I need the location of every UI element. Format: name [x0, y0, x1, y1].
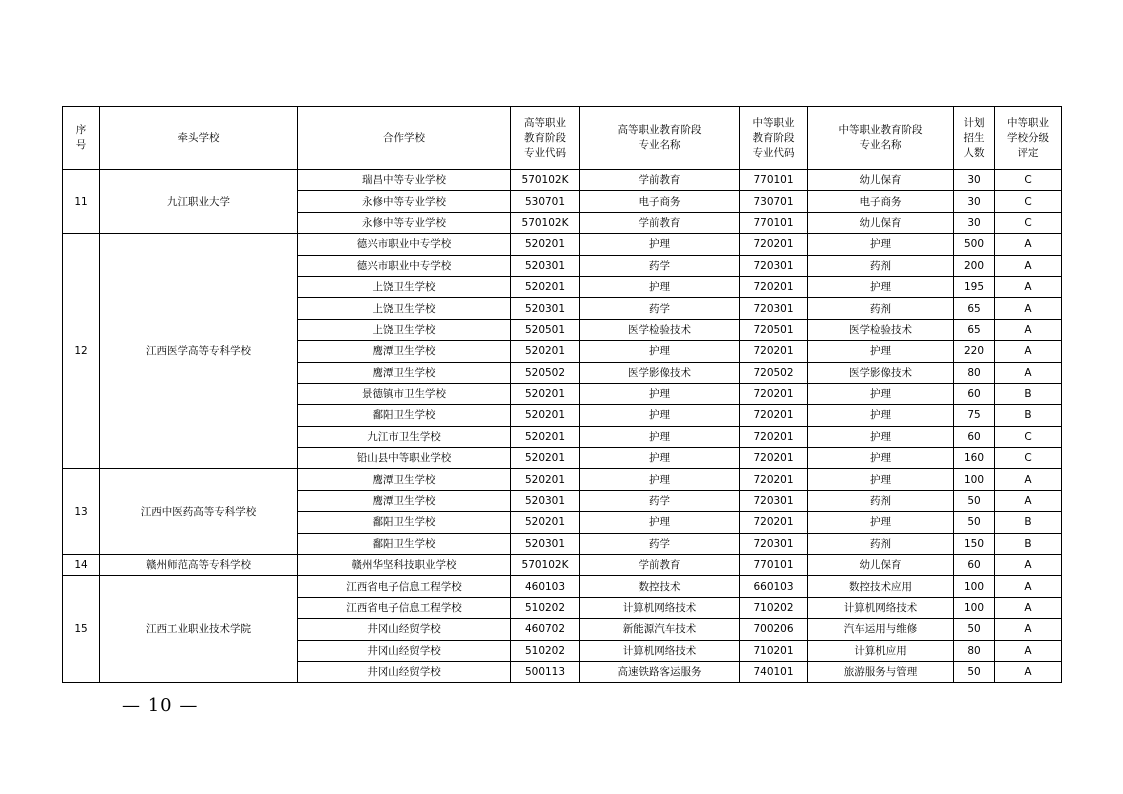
- partner-school-cell: 铅山县中等职业学校: [298, 448, 511, 469]
- secondary-name-cell: 护理: [808, 405, 954, 426]
- partner-school-cell: 九江市卫生学校: [298, 426, 511, 447]
- secondary-code-cell: 720201: [740, 469, 808, 490]
- secondary-code-cell: 770101: [740, 555, 808, 576]
- higher-name-cell: 护理: [580, 234, 740, 255]
- secondary-name-cell: 计算机应用: [808, 640, 954, 661]
- partner-school-cell: 上饶卫生学校: [298, 319, 511, 340]
- secondary-code-cell: 660103: [740, 576, 808, 597]
- partner-school-cell: 德兴市职业中专学校: [298, 255, 511, 276]
- grade-cell: A: [995, 319, 1062, 340]
- partner-school-cell: 鹰潭卫生学校: [298, 341, 511, 362]
- secondary-name-cell: 幼儿保育: [808, 170, 954, 191]
- higher-code-cell: 570102K: [511, 555, 580, 576]
- header-plan: 计划 招生 人数: [954, 107, 995, 170]
- grade-cell: A: [995, 298, 1062, 319]
- higher-name-cell: 高速铁路客运服务: [580, 661, 740, 682]
- header-partner-school: 合作学校: [298, 107, 511, 170]
- partner-school-cell: 井冈山经贸学校: [298, 661, 511, 682]
- secondary-code-cell: 720301: [740, 298, 808, 319]
- grade-cell: A: [995, 555, 1062, 576]
- secondary-code-cell: 720201: [740, 383, 808, 404]
- secondary-name-cell: 幼儿保育: [808, 555, 954, 576]
- higher-name-cell: 数控技术: [580, 576, 740, 597]
- plan-count-cell: 160: [954, 448, 995, 469]
- secondary-name-cell: 药剂: [808, 490, 954, 511]
- secondary-code-cell: 770101: [740, 170, 808, 191]
- plan-count-cell: 80: [954, 640, 995, 661]
- plan-count-cell: 100: [954, 597, 995, 618]
- secondary-name-cell: 护理: [808, 234, 954, 255]
- lead-school-cell: 赣州师范高等专科学校: [100, 555, 298, 576]
- seq-cell: 13: [63, 469, 100, 555]
- secondary-code-cell: 720201: [740, 512, 808, 533]
- plan-count-cell: 60: [954, 555, 995, 576]
- secondary-name-cell: 汽车运用与维修: [808, 619, 954, 640]
- secondary-code-cell: 720502: [740, 362, 808, 383]
- higher-code-cell: 500113: [511, 661, 580, 682]
- grade-cell: A: [995, 276, 1062, 297]
- higher-name-cell: 护理: [580, 426, 740, 447]
- higher-code-cell: 520301: [511, 533, 580, 554]
- plan-count-cell: 30: [954, 212, 995, 233]
- higher-name-cell: 护理: [580, 276, 740, 297]
- higher-name-cell: 护理: [580, 341, 740, 362]
- enrollment-table: [62, 106, 1062, 683]
- grade-cell: A: [995, 640, 1062, 661]
- header-higher-name: 高等职业教育阶段 专业名称: [580, 107, 740, 170]
- partner-school-cell: 上饶卫生学校: [298, 276, 511, 297]
- partner-school-cell: 鹰潭卫生学校: [298, 490, 511, 511]
- partner-school-cell: 德兴市职业中专学校: [298, 234, 511, 255]
- secondary-name-cell: 药剂: [808, 298, 954, 319]
- higher-name-cell: 药学: [580, 533, 740, 554]
- higher-name-cell: 学前教育: [580, 170, 740, 191]
- partner-school-cell: 鄱阳卫生学校: [298, 533, 511, 554]
- higher-code-cell: 510202: [511, 597, 580, 618]
- higher-name-cell: 护理: [580, 469, 740, 490]
- header-higher-code: 高等职业 教育阶段 专业代码: [511, 107, 580, 170]
- secondary-code-cell: 720201: [740, 448, 808, 469]
- grade-cell: A: [995, 619, 1062, 640]
- grade-cell: A: [995, 576, 1062, 597]
- secondary-name-cell: 药剂: [808, 533, 954, 554]
- partner-school-cell: 上饶卫生学校: [298, 298, 511, 319]
- plan-count-cell: 50: [954, 661, 995, 682]
- partner-school-cell: 江西省电子信息工程学校: [298, 576, 511, 597]
- grade-cell: A: [995, 490, 1062, 511]
- secondary-code-cell: 720201: [740, 341, 808, 362]
- secondary-name-cell: 医学影像技术: [808, 362, 954, 383]
- table-row: [63, 170, 1062, 191]
- higher-code-cell: 520201: [511, 448, 580, 469]
- plan-count-cell: 150: [954, 533, 995, 554]
- higher-code-cell: 460103: [511, 576, 580, 597]
- higher-name-cell: 医学影像技术: [580, 362, 740, 383]
- higher-name-cell: 学前教育: [580, 555, 740, 576]
- header-lead-school: 牵头学校: [100, 107, 298, 170]
- higher-code-cell: 520201: [511, 469, 580, 490]
- secondary-code-cell: 720201: [740, 276, 808, 297]
- secondary-name-cell: 数控技术应用: [808, 576, 954, 597]
- partner-school-cell: 鄱阳卫生学校: [298, 405, 511, 426]
- seq-cell: 12: [63, 234, 100, 469]
- partner-school-cell: 鹰潭卫生学校: [298, 362, 511, 383]
- higher-code-cell: 530701: [511, 191, 580, 212]
- plan-count-cell: 100: [954, 469, 995, 490]
- grade-cell: A: [995, 661, 1062, 682]
- plan-count-cell: 50: [954, 490, 995, 511]
- lead-school-cell: 九江职业大学: [100, 170, 298, 234]
- higher-code-cell: 520301: [511, 255, 580, 276]
- header-secondary-name: 中等职业教育阶段 专业名称: [808, 107, 954, 170]
- higher-name-cell: 药学: [580, 490, 740, 511]
- grade-cell: B: [995, 512, 1062, 533]
- higher-code-cell: 520201: [511, 512, 580, 533]
- higher-code-cell: 520201: [511, 405, 580, 426]
- higher-name-cell: 护理: [580, 448, 740, 469]
- secondary-code-cell: 770101: [740, 212, 808, 233]
- plan-count-cell: 195: [954, 276, 995, 297]
- secondary-code-cell: 720301: [740, 490, 808, 511]
- secondary-name-cell: 护理: [808, 512, 954, 533]
- plan-count-cell: 200: [954, 255, 995, 276]
- secondary-name-cell: 医学检验技术: [808, 319, 954, 340]
- higher-code-cell: 570102K: [511, 212, 580, 233]
- secondary-name-cell: 护理: [808, 276, 954, 297]
- partner-school-cell: 井冈山经贸学校: [298, 619, 511, 640]
- higher-name-cell: 计算机网络技术: [580, 597, 740, 618]
- secondary-name-cell: 护理: [808, 469, 954, 490]
- higher-name-cell: 护理: [580, 405, 740, 426]
- partner-school-cell: 景德镇市卫生学校: [298, 383, 511, 404]
- secondary-name-cell: 护理: [808, 341, 954, 362]
- higher-name-cell: 新能源汽车技术: [580, 619, 740, 640]
- partner-school-cell: 永修中等专业学校: [298, 212, 511, 233]
- header-seq: 序 号: [63, 107, 100, 170]
- grade-cell: C: [995, 426, 1062, 447]
- higher-code-cell: 520502: [511, 362, 580, 383]
- plan-count-cell: 75: [954, 405, 995, 426]
- partner-school-cell: 永修中等专业学校: [298, 191, 511, 212]
- grade-cell: A: [995, 597, 1062, 618]
- table-row: [63, 234, 1062, 255]
- higher-code-cell: 520501: [511, 319, 580, 340]
- higher-name-cell: 护理: [580, 383, 740, 404]
- partner-school-cell: 鹰潭卫生学校: [298, 469, 511, 490]
- table-row: [63, 576, 1062, 597]
- table-row: [63, 555, 1062, 576]
- secondary-code-cell: 720201: [740, 234, 808, 255]
- partner-school-cell: 井冈山经贸学校: [298, 640, 511, 661]
- plan-count-cell: 100: [954, 576, 995, 597]
- plan-count-cell: 65: [954, 319, 995, 340]
- plan-count-cell: 500: [954, 234, 995, 255]
- partner-school-cell: 江西省电子信息工程学校: [298, 597, 511, 618]
- lead-school-cell: 江西工业职业技术学院: [100, 576, 298, 683]
- lead-school-cell: 江西医学高等专科学校: [100, 234, 298, 469]
- secondary-code-cell: 700206: [740, 619, 808, 640]
- table-body: [63, 170, 1062, 683]
- higher-name-cell: 药学: [580, 255, 740, 276]
- secondary-name-cell: 电子商务: [808, 191, 954, 212]
- higher-name-cell: 医学检验技术: [580, 319, 740, 340]
- plan-count-cell: 60: [954, 426, 995, 447]
- plan-count-cell: 30: [954, 191, 995, 212]
- table-row: [63, 469, 1062, 490]
- grade-cell: C: [995, 448, 1062, 469]
- grade-cell: C: [995, 170, 1062, 191]
- partner-school-cell: 鄱阳卫生学校: [298, 512, 511, 533]
- plan-count-cell: 60: [954, 383, 995, 404]
- grade-cell: A: [995, 469, 1062, 490]
- secondary-name-cell: 旅游服务与管理: [808, 661, 954, 682]
- higher-name-cell: 电子商务: [580, 191, 740, 212]
- higher-name-cell: 护理: [580, 512, 740, 533]
- plan-count-cell: 50: [954, 512, 995, 533]
- grade-cell: A: [995, 362, 1062, 383]
- partner-school-cell: 赣州华坚科技职业学校: [298, 555, 511, 576]
- table-header: [63, 107, 1062, 170]
- plan-count-cell: 50: [954, 619, 995, 640]
- plan-count-cell: 220: [954, 341, 995, 362]
- lead-school-cell: 江西中医药高等专科学校: [100, 469, 298, 555]
- higher-name-cell: 药学: [580, 298, 740, 319]
- grade-cell: B: [995, 405, 1062, 426]
- secondary-code-cell: 720501: [740, 319, 808, 340]
- higher-name-cell: 计算机网络技术: [580, 640, 740, 661]
- grade-cell: C: [995, 191, 1062, 212]
- higher-code-cell: 520201: [511, 234, 580, 255]
- seq-cell: 11: [63, 170, 100, 234]
- higher-code-cell: 520301: [511, 490, 580, 511]
- higher-code-cell: 520201: [511, 383, 580, 404]
- seq-cell: 14: [63, 555, 100, 576]
- grade-cell: A: [995, 341, 1062, 362]
- secondary-name-cell: 计算机网络技术: [808, 597, 954, 618]
- header-secondary-code: 中等职业 教育阶段 专业代码: [740, 107, 808, 170]
- secondary-code-cell: 720201: [740, 405, 808, 426]
- higher-code-cell: 520301: [511, 298, 580, 319]
- secondary-code-cell: 710202: [740, 597, 808, 618]
- higher-code-cell: 570102K: [511, 170, 580, 191]
- seq-cell: 15: [63, 576, 100, 683]
- higher-code-cell: 520201: [511, 276, 580, 297]
- secondary-name-cell: 药剂: [808, 255, 954, 276]
- grade-cell: A: [995, 234, 1062, 255]
- plan-count-cell: 80: [954, 362, 995, 383]
- secondary-name-cell: 护理: [808, 448, 954, 469]
- secondary-name-cell: 护理: [808, 426, 954, 447]
- secondary-name-cell: 幼儿保育: [808, 212, 954, 233]
- higher-code-cell: 460702: [511, 619, 580, 640]
- plan-count-cell: 30: [954, 170, 995, 191]
- higher-code-cell: 510202: [511, 640, 580, 661]
- secondary-code-cell: 740101: [740, 661, 808, 682]
- grade-cell: A: [995, 255, 1062, 276]
- secondary-code-cell: 730701: [740, 191, 808, 212]
- secondary-code-cell: 720201: [740, 426, 808, 447]
- secondary-code-cell: 720301: [740, 255, 808, 276]
- page-number: — 10 —: [122, 695, 199, 716]
- grade-cell: B: [995, 383, 1062, 404]
- higher-code-cell: 520201: [511, 426, 580, 447]
- plan-count-cell: 65: [954, 298, 995, 319]
- grade-cell: C: [995, 212, 1062, 233]
- partner-school-cell: 瑞昌中等专业学校: [298, 170, 511, 191]
- header-grade: 中等职业 学校分级 评定: [995, 107, 1062, 170]
- secondary-code-cell: 720301: [740, 533, 808, 554]
- secondary-name-cell: 护理: [808, 383, 954, 404]
- grade-cell: B: [995, 533, 1062, 554]
- higher-code-cell: 520201: [511, 341, 580, 362]
- secondary-code-cell: 710201: [740, 640, 808, 661]
- higher-name-cell: 学前教育: [580, 212, 740, 233]
